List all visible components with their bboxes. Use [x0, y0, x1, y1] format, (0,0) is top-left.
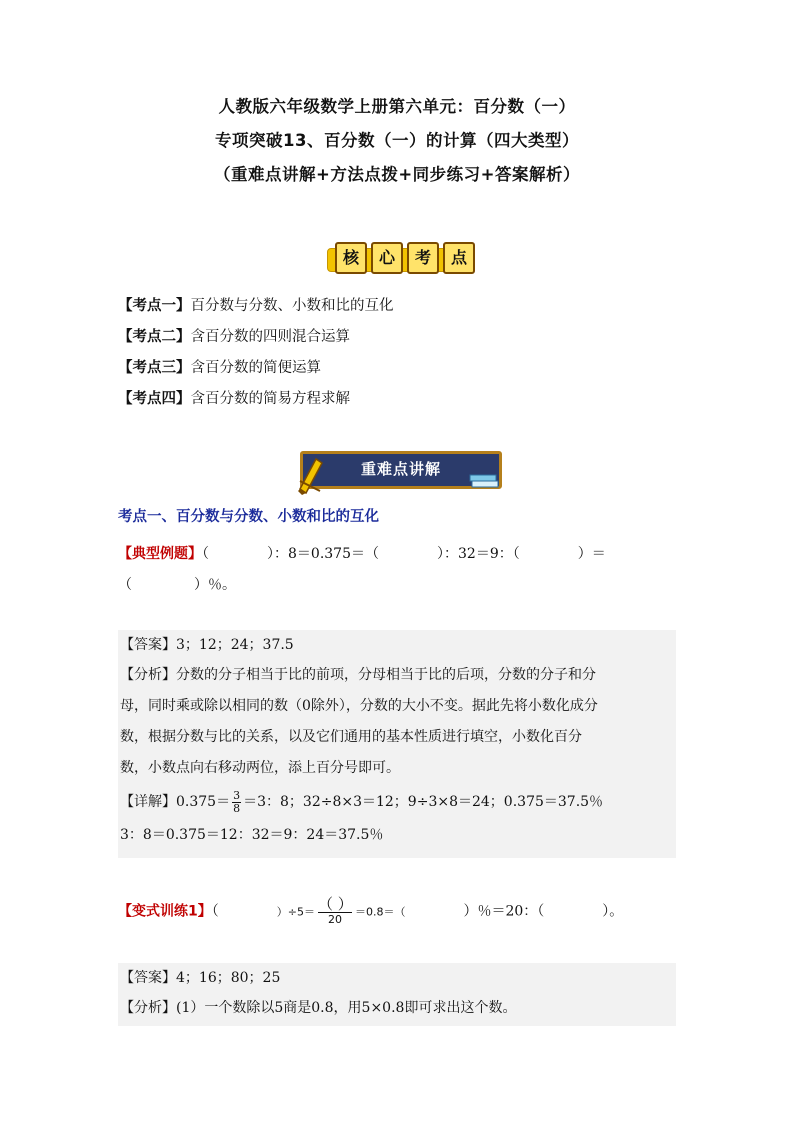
detail-line	[118, 784, 676, 820]
fraction	[232, 790, 241, 815]
detail-tag: 【详解】	[120, 794, 176, 810]
fraction-denominator: 20	[327, 913, 342, 926]
banner-char: 核	[335, 242, 367, 274]
example-question-cont	[118, 575, 236, 595]
kaodian-tag: 【考点三】	[118, 360, 191, 376]
analysis-text: 分数的分子相当于比的前项，分母相当于比的后项，分数的分子和分	[176, 667, 596, 683]
question-text: ）：8＝0.375＝（	[267, 546, 379, 562]
variant-question	[118, 896, 623, 927]
title-block	[0, 92, 794, 194]
question-text: ）。	[602, 903, 624, 920]
kaodian-text: 含百分数的简易方程求解	[190, 391, 350, 407]
banner-char: 点	[443, 242, 475, 274]
fraction	[318, 896, 352, 927]
answer-tag: 【答案】	[120, 637, 176, 653]
page-subtitle-2: （重难点讲解+方法点拨+同步练习+答案解析）	[214, 165, 580, 184]
analysis-line	[118, 660, 676, 691]
page-subtitle: 专项突破13、百分数（一）的计算（四大类型）	[215, 131, 579, 150]
core-points-banner	[327, 242, 473, 278]
banner-label: 重难点讲解	[360, 460, 441, 478]
kaodian-tag: 【考点四】	[118, 391, 191, 407]
detail-line: 3：8＝0.375＝12：32＝9：24＝37.5％	[120, 827, 384, 843]
question-text: ）％＝20：（	[463, 903, 545, 920]
kaodian-text: 百分数与分数、小数和比的互化	[190, 298, 394, 314]
list-item	[118, 385, 394, 416]
analysis-tag: 【分析】	[120, 1000, 176, 1016]
answer-tag: 【答案】	[120, 970, 176, 986]
answer-box	[118, 630, 676, 858]
kaodian-tag: 【考点一】	[118, 298, 191, 314]
section-title: 考点一、百分数与分数、小数和比的互化	[118, 509, 379, 525]
variant-tag: 【变式训练1】	[118, 903, 212, 920]
fraction-numerator: 3	[233, 788, 241, 802]
analysis-line: 数，根据分数与比的关系，以及它们通用的基本性质进行填空，小数化百分	[120, 729, 582, 745]
analysis-text: (1）一个数除以5商是0.8，用5×0.8即可求出这个数。	[176, 1000, 517, 1016]
question-text: （	[118, 577, 132, 593]
list-item	[118, 292, 394, 323]
question-text: ＝0.8＝（	[354, 905, 406, 919]
example-tag: 【典型例题】	[118, 546, 202, 562]
detail-text: ＝3：8；32÷8×3＝12；9÷3×8＝24；0.375＝37.5％	[243, 794, 604, 810]
answer-line	[118, 630, 676, 660]
key-points-banner	[296, 451, 502, 495]
question-text: ）÷5＝	[276, 905, 315, 919]
books-icon	[468, 471, 500, 491]
example-question	[118, 544, 606, 564]
detail-text: 0.375＝	[176, 794, 231, 810]
answer-text: 3；12；24；37.5	[176, 637, 294, 653]
kaodian-text: 含百分数的四则混合运算	[190, 329, 350, 345]
question-text: （	[202, 546, 209, 562]
pencil-ruler-icon	[296, 455, 324, 495]
fraction-numerator: （ ）	[317, 895, 353, 913]
analysis-line: 母，同时乘或除以相同的数（0除外），分数的大小不变。据此先将小数化成分	[120, 698, 598, 714]
kaodian-text: 含百分数的简便运算	[190, 360, 321, 376]
answer-line	[118, 963, 676, 993]
answer-text: 4；16；80；25	[176, 970, 281, 986]
question-text: ）＝	[577, 546, 606, 562]
banner-char: 考	[407, 242, 439, 274]
kaodian-list	[118, 292, 394, 416]
banner-char: 心	[371, 242, 403, 274]
fraction-denominator: 8	[233, 801, 241, 815]
analysis-tag: 【分析】	[120, 667, 176, 683]
analysis-line	[118, 993, 676, 1023]
variant-answer-box	[118, 963, 676, 1026]
analysis-line: 数，小数点向右移动两位，添上百分号即可。	[120, 760, 400, 776]
question-text: （	[211, 903, 219, 920]
page-title: 人教版六年级数学上册第六单元：百分数（一）	[218, 97, 576, 116]
question-text: ）：32＝9：（	[437, 546, 520, 562]
question-text: ）％。	[194, 577, 236, 593]
kaodian-tag: 【考点二】	[118, 329, 191, 345]
list-item	[118, 354, 394, 385]
list-item	[118, 323, 394, 354]
